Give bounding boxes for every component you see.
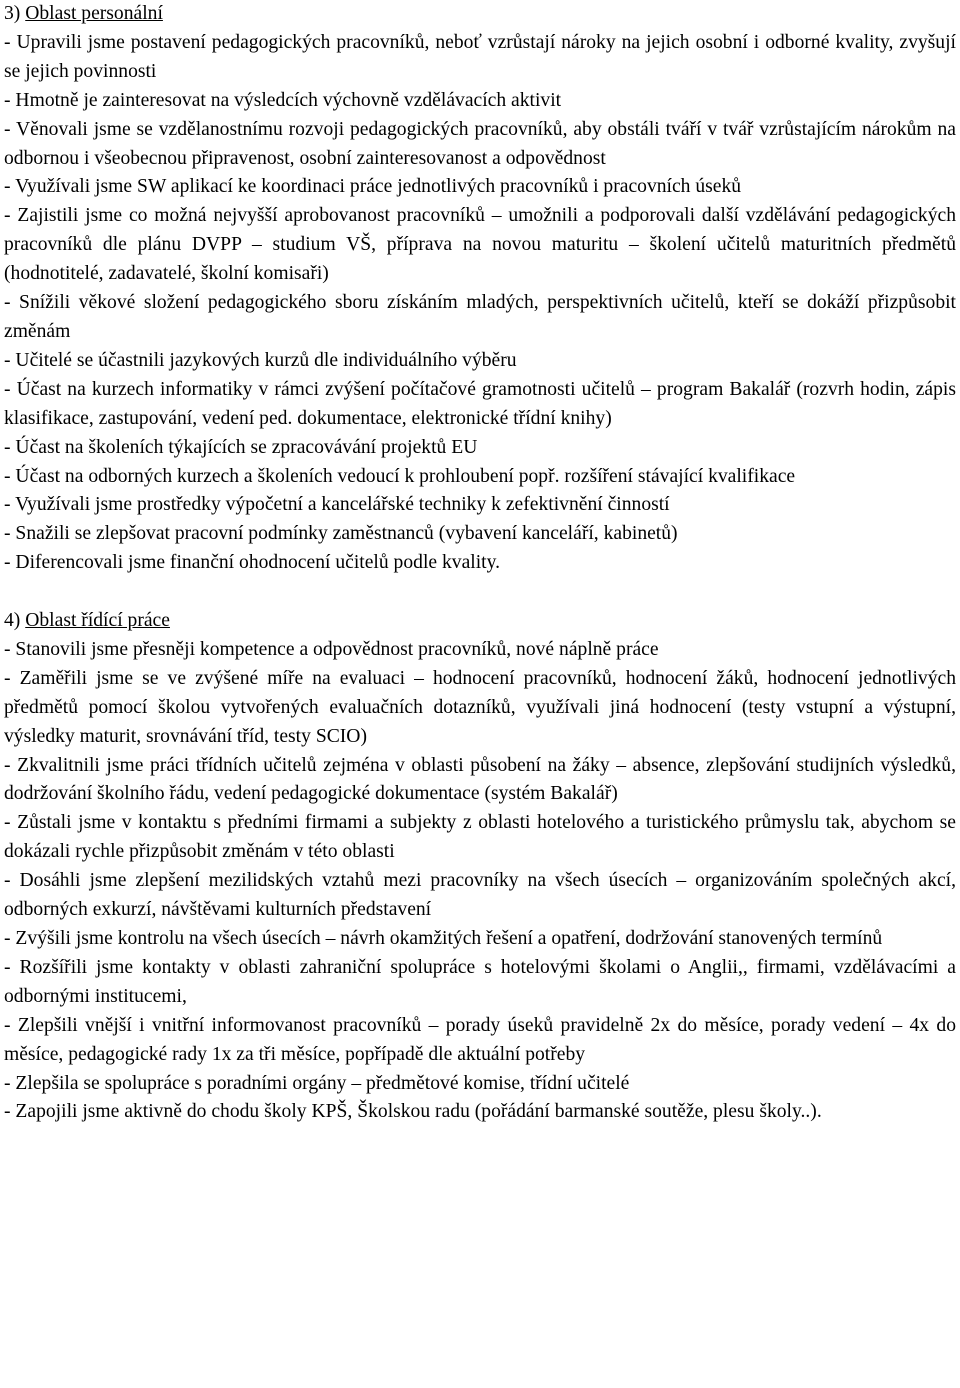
list-item: - Využívali jsme SW aplikací ke koordinaci práce jednotlivých pracovníků i pracovních úseků	[4, 176, 742, 198]
list-item: - Zůstali jsme v kontaktu s předními firmami a subjekty z oblasti hotelového a turistického průmyslu tak, abychom se dokázali rychle přizpůsobit změnám v této oblasti	[4, 812, 956, 863]
list-item: - Využívali jsme prostředky výpočetní a kancelářské techniky k zefektivnění činností	[4, 494, 670, 516]
management-item-list	[4, 636, 956, 1127]
list-item: - Zlepšila se spolupráce s poradními orgány – předmětové komise, třídní učitelé	[4, 1072, 630, 1094]
list-item: - Hmotně je zainteresovat na výsledcích výchovně vzdělávacích aktivit	[4, 89, 562, 111]
section-heading-management	[4, 607, 956, 636]
list-item: - Zvýšili jsme kontrolu na všech úsecích – návrh okamžitých řešení a opatření, dodržování stanovených termínů	[4, 927, 883, 949]
document-page	[4, 0, 956, 1127]
list-item: - Účast na kurzech informatiky v rámci zvýšení počítačové gramotnosti učitelů – program Bakalář (rozvrh hodin, zápis klasifikace, zastupování, vedení ped. dokumentace, elektronické třídní knihy)	[4, 378, 956, 429]
list-item: - Věnovali jsme se vzdělanostnímu rozvoji pedagogických pracovníků, aby obstáli tváří v tvář vzrůstajícím nárokům na odbornou i všeobecnou připravenost, osobní zainteresovanost a odpovědnost	[4, 118, 956, 169]
list-item: - Zlepšili vnější i vnitřní informovanost pracovníků – porady úseků pravidelně 2x do měsíce, porady vedení – 4x do měsíce, pedagogické rady 1x za tři měsíce, popřípadě dle aktuální potřeby	[4, 1014, 956, 1065]
list-item: - Účast na odborných kurzech a školeních vedoucí k prohloubení popř. rozšíření stávající kvalifikace	[4, 465, 796, 487]
list-item: - Učitelé se účastnili jazykových kurzů dle individuálního výběru	[4, 349, 517, 371]
personnel-item-list	[4, 29, 956, 578]
list-item: - Rozšířili jsme kontakty v oblasti zahraniční spolupráce s hotelovými školami o Anglii,, firmami, vzdělávacími a odbornými institucemi,	[4, 956, 956, 1007]
section-title: Oblast řídící práce	[25, 610, 170, 632]
section-title: Oblast personální	[25, 3, 163, 24]
section-number: 3)	[4, 3, 21, 24]
list-item: - Dosáhli jsme zlepšení mezilidských vztahů mezi pracovníky na všech úsecích – organizováním společných akcí, odborných exkurzí, návštěvami kulturních představení	[4, 870, 956, 921]
list-item: - Snížili věkové složení pedagogického sboru získáním mladých, perspektivních učitelů, kteří se dokáží přizpůsobit změnám	[4, 292, 956, 342]
list-item: - Zkvalitnili jsme práci třídních učitelů zejména v oblasti působení na žáky – absence, zlepšování studijních výsledků, dodržování školního řádu, vedení pedagogické dokumentace (systém Bakalář)	[4, 754, 956, 805]
list-item: - Upravili jsme postavení pedagogických pracovníků, neboť vzrůstají nároky na jejich osobní i odborné kvality, zvyšují se jejich povinnosti	[4, 31, 956, 82]
list-item: - Zaměřili jsme se ve zvýšené míře na evaluaci – hodnocení pracovníků, hodnocení žáků, hodnocení jednotlivých předmětů pomocí školou vytvořených evaluačních dotazníků, využívali jiná hodnocení (testy vstupní a výstupní, výsledky maturit, srovnávání tříd, testy SCIO)	[4, 667, 956, 747]
section-number: 4)	[4, 610, 21, 632]
section-heading-personnel	[4, 0, 956, 29]
list-item: - Stanovili jsme přesněji kompetence a odpovědnost pracovníků, nové náplně práce	[4, 638, 659, 660]
list-item: - Zajistili jsme co možná nejvyšší aprobovanost pracovníků – umožnili a podporovali další vzdělávání pedagogických pracovníků dle plánu DVPP – studium VŠ, příprava na novou maturitu – školení učitelů maturitních předmětů (hodnotitelé, zadavatelé, školní komisaři)	[4, 205, 956, 285]
list-item: - Diferencovali jsme finanční ohodnocení učitelů podle kvality.	[4, 552, 501, 574]
list-item: - Zapojili jsme aktivně do chodu školy KPŠ, Školskou radu (pořádání barmanské soutěže, plesu školy..).	[4, 1101, 822, 1123]
list-item: - Účast na školeních týkajících se zpracovávání projektů EU	[4, 436, 478, 458]
list-item: - Snažili se zlepšovat pracovní podmínky zaměstnanců (vybavení kanceláří, kabinetů)	[4, 523, 678, 545]
